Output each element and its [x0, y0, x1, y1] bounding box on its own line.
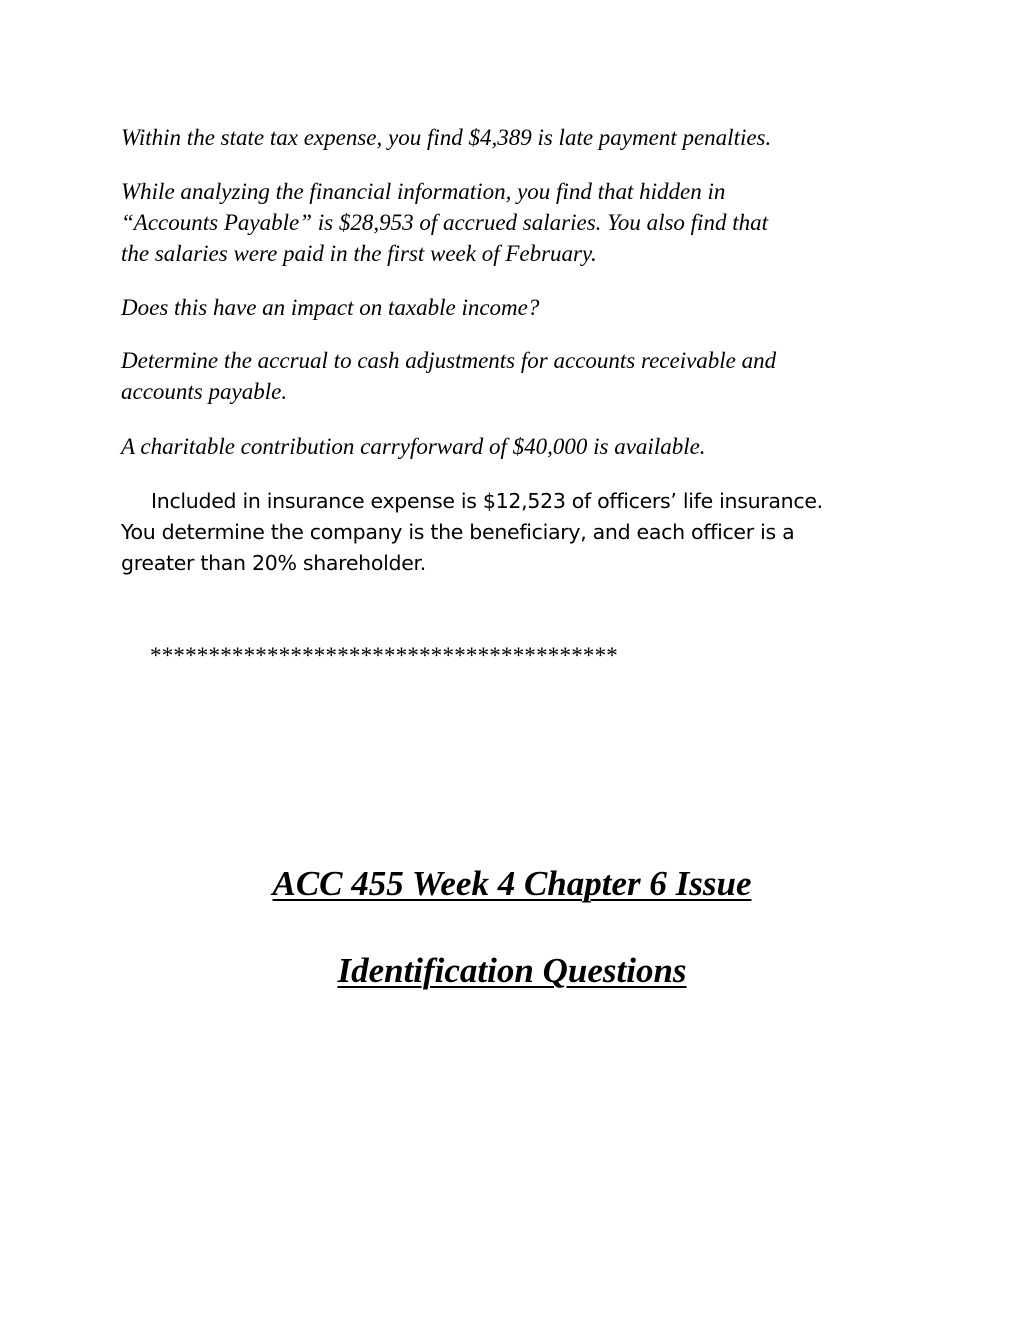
paragraph-charitable-carryforward: A charitable contribution carryforward of $40,000 is available. [121, 434, 706, 459]
paragraph-line: Determine the accrual to cash adjustments for accounts receivable and [121, 348, 777, 373]
paragraph-late-penalties: Within the state tax expense, you find $4,389 is late payment penalties. [121, 125, 772, 150]
paragraph-accrual-adjustments [121, 345, 911, 407]
paragraph-line: Included in insurance expense is $12,523 of officers’ life insurance. [151, 489, 823, 513]
paragraph-line: accounts payable. [121, 379, 288, 404]
heading-line-1: ACC 455 Week 4 Chapter 6 Issue [272, 864, 752, 903]
heading-line-2: Identification Questions [337, 951, 687, 990]
paragraph-line: the salaries were paid in the first week of February. [121, 241, 597, 266]
paragraph-line: While analyzing the financial information, you find that hidden in [121, 179, 726, 204]
paragraph-line: You determine the company is the beneficiary, and each officer is a [121, 520, 795, 544]
asterisk-separator: **************************************** [150, 643, 618, 668]
paragraph-line: “Accounts Payable” is $28,953 of accrued salaries. You also find that [121, 210, 768, 235]
paragraph-taxable-income-question: Does this have an impact on taxable income? [121, 295, 540, 320]
paragraph-life-insurance [121, 486, 921, 579]
paragraph-line: greater than 20% shareholder. [121, 551, 426, 575]
paragraph-accrued-salaries [121, 176, 911, 269]
